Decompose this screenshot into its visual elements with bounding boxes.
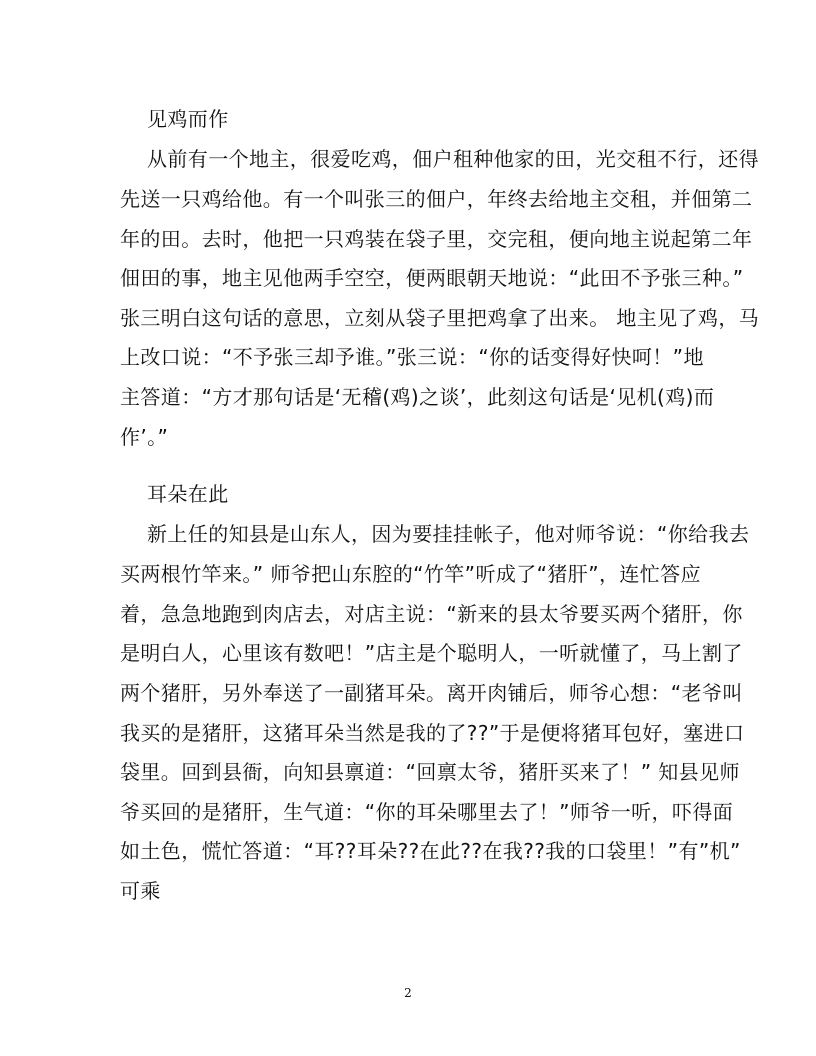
paragraph-line: 袋里。回到县衙，向知县禀道：“回禀太爷，猪肝买来了！” 知县见师 (120, 760, 740, 784)
section-title: 见鸡而作 (147, 107, 229, 131)
paragraph-line: 可乘 (120, 879, 161, 903)
paragraph-line: 爷买回的是猪肝，生气道：“你的耳朵哪里去了！”师爷一听，吓得面 (120, 800, 734, 824)
paragraph-line: 作’。” (120, 425, 169, 449)
paragraph-line: 如土色，慌忙答道：“耳??耳朵??在此??在我??我的口袋里！”有”机” (120, 839, 741, 863)
paragraph-line: 着，急急地跑到肉店去，对店主说：“新来的县太爷要买两个猪肝，你 (120, 602, 743, 626)
paragraph-line: 是明白人，心里该有数吧！”店主是个聪明人，一听就懂了，马上割了 (120, 641, 743, 665)
paragraph-line: 主答道：“方才那句话是‘无稽(鸡)之谈’，此刻这句话是‘见机(鸡)而 (120, 385, 715, 409)
paragraph-line: 新上任的知县是山东人，因为要挂挂帐子，他对师爷说：“你给我去 (147, 522, 750, 546)
paragraph-line: 上改口说：“不予张三却予谁。”张三说：“你的话变得好快呵！”地 (120, 345, 704, 369)
page-number: 2 (404, 986, 412, 1000)
paragraph-line: 我买的是猪肝，这猪耳朵当然是我的了??”于是便将猪耳包好，塞进口 (120, 721, 745, 745)
paragraph-line: 买两根竹竿来。” 师爷把山东腔的“竹竿”听成了“猪肝”，连忙答应 (120, 562, 701, 586)
paragraph-line: 两个猪肝，另外奉送了一副猪耳朵。离开肉铺后，师爷心想：“老爷叫 (120, 681, 743, 705)
paragraph-line: 张三明白这句话的意思，立刻从袋子里把鸡拿了出来。 地主见了鸡，马 (120, 306, 760, 330)
paragraph-line: 年的田。去时，他把一只鸡装在袋子里，交完租，便向地主说起第二年 (120, 227, 753, 251)
paragraph-line: 先送一只鸡给他。有一个叫张三的佃户，年终去给地主交租，并佃第二 (120, 187, 753, 211)
section-title: 耳朵在此 (147, 482, 229, 506)
paragraph-line: 从前有一个地主，很爱吃鸡，佃户租种他家的田，光交租不行，还得 (147, 147, 759, 171)
paragraph-line: 佃田的事，地主见他两手空空，便两眼朝天地说：“此田不予张三种。” (120, 266, 744, 290)
